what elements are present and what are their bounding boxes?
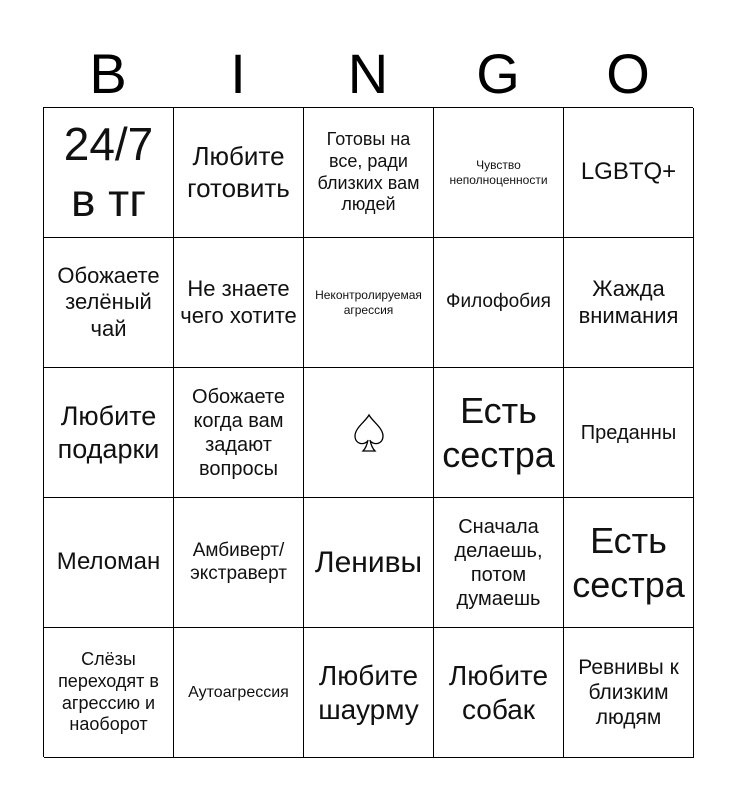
bingo-cell-label: Любите готовить [187, 141, 290, 203]
bingo-cell-label: Меломан [56, 548, 161, 576]
header-letter-o: O [606, 41, 650, 105]
bingo-cell[interactable] [174, 238, 304, 368]
bingo-cell[interactable] [304, 238, 434, 368]
bingo-cell[interactable] [564, 368, 694, 498]
bingo-cell-label: Аутоагрессия [188, 683, 289, 701]
bingo-cell[interactable] [434, 368, 564, 498]
bingo-cell-label: Любите собак [448, 659, 549, 725]
bingo-cell-free[interactable] [304, 368, 434, 498]
header-letter-g: G [476, 41, 520, 105]
bingo-cell[interactable] [564, 628, 694, 758]
header-letter-i: I [230, 41, 246, 105]
bingo-cell-label: Есть сестра [572, 520, 685, 605]
bingo-cell[interactable] [564, 108, 694, 238]
bingo-cell-label: Преданны [580, 421, 677, 444]
bingo-cell-label: Обожаете когда вам задают вопросы [192, 385, 285, 480]
bingo-cell[interactable] [304, 498, 434, 628]
bingo-cell[interactable] [434, 628, 564, 758]
bingo-cell[interactable] [44, 368, 174, 498]
bingo-cell-label: Чувство неполноценности [449, 158, 548, 187]
bingo-cell-label: Филофобия [446, 291, 551, 313]
bingo-cell[interactable] [174, 498, 304, 628]
bingo-cell-label: Неконтролируемая агрессия [315, 288, 422, 317]
bingo-cell[interactable] [564, 498, 694, 628]
bingo-cell[interactable] [564, 238, 694, 368]
bingo-cell[interactable] [174, 108, 304, 238]
bingo-cell[interactable] [174, 368, 304, 498]
bingo-cell[interactable] [174, 628, 304, 758]
bingo-cell-label: 24/7 в тг [63, 118, 154, 226]
bingo-cell-label: Обожаете зелёный чай [57, 262, 160, 341]
bingo-cell[interactable] [434, 108, 564, 238]
bingo-cell-label: Готовы на все, ради близких вам людей [317, 129, 420, 215]
bingo-cell[interactable] [44, 628, 174, 758]
bingo-cell[interactable] [44, 238, 174, 368]
bingo-cell[interactable] [44, 498, 174, 628]
bingo-cell-label: Не знаете чего хотите [180, 276, 297, 328]
bingo-cell-label: Сначала делаешь, потом думаешь [454, 515, 543, 610]
bingo-header [43, 40, 693, 106]
bingo-cell[interactable] [434, 498, 564, 628]
bingo-cell-label: Любите подарки [57, 401, 160, 464]
bingo-cell-label: Слёзы переходят в агрессию и наоборот [58, 649, 159, 735]
bingo-cell-label: Жажда внимания [578, 276, 679, 328]
bingo-cell-label: Амбиверт/ экстраверт [190, 539, 287, 584]
bingo-cell[interactable] [44, 108, 174, 238]
bingo-cell-label: Ленивы [314, 545, 423, 579]
header-letter-n: N [347, 41, 389, 105]
bingo-cell-label: LGBTQ+ [580, 158, 677, 186]
header-letter-b: B [89, 41, 127, 105]
spade-icon [351, 412, 387, 454]
bingo-cell[interactable] [304, 108, 434, 238]
bingo-cell[interactable] [304, 628, 434, 758]
bingo-cell-label: Есть сестра [442, 390, 555, 475]
bingo-cell-label: Ревнивы к близким людям [578, 655, 679, 730]
bingo-grid [43, 107, 693, 757]
bingo-cell[interactable] [434, 238, 564, 368]
bingo-cell-label: Любите шаурму [318, 659, 419, 725]
